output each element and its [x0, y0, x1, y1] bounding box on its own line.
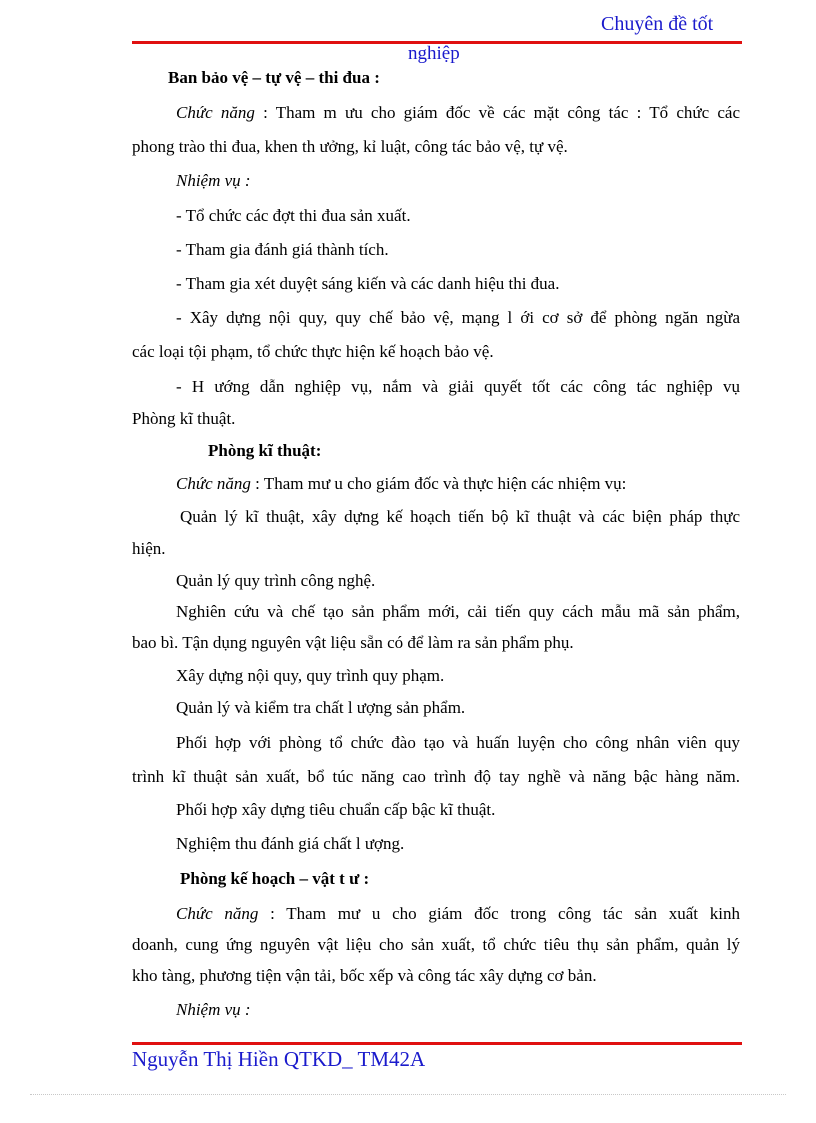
paragraph-line	[176, 473, 626, 495]
paragraph-line	[132, 102, 740, 124]
paragraph-line: Nghiệm thu đánh giá chất l ượng.	[176, 834, 405, 853]
paragraph-line: Phòng kĩ thuật.	[132, 409, 236, 428]
text-run: : Tham mư u cho giám đốc và thực hiện các nhiệm vụ:	[250, 474, 627, 493]
text-run: : Tham mư u cho giám đốc trong công tác sản xuất kinh	[258, 904, 740, 923]
task-label: Nhiệm vụ :	[176, 171, 251, 190]
paragraph-line: kho tàng, phương tiện vận tải, bốc xếp và công tác xây dựng cơ bản.	[132, 966, 597, 985]
list-item: - Tham gia đánh giá thành tích.	[176, 240, 389, 259]
section-heading-security: Ban bảo vệ – tự vệ – thi đua :	[168, 68, 380, 87]
list-item: - Tham gia xét duyệt sáng kiến và các danh hiệu thi đua.	[176, 274, 560, 293]
function-label: Chức năng	[176, 474, 251, 493]
text-run: : Tham m ưu cho giám đốc về các mặt công tác : Tổ chức các	[254, 103, 741, 122]
paragraph-line: Quản lý và kiểm tra chất l ượng sản phẩm.	[176, 698, 466, 717]
header-title: Chuyên đề tốt	[601, 13, 714, 35]
footer-author: Nguyễn Thị Hiền QTKD_ TM42A	[132, 1047, 426, 1071]
paragraph-line: Nghiên cứu và chế tạo sản phẩm mới, cải tiến quy cách mẫu mã sản phẩm,	[176, 602, 740, 621]
paragraph-line: Phối hợp với phòng tổ chức đào tạo và huấn luyện cho công nhân viên quy	[176, 733, 740, 752]
header-title-continuation: nghiệp	[408, 43, 460, 64]
function-label: Chức năng	[176, 904, 259, 923]
paragraph-line: bao bì. Tận dụng nguyên vật liệu sẵn có để làm ra sản phẩm phụ.	[132, 633, 574, 652]
list-item: - Tổ chức các đợt thi đua sản xuất.	[176, 206, 411, 225]
list-item: - H ướng dẫn nghiệp vụ, nắm và giải quyết tốt các công tác nghiệp vụ	[176, 377, 740, 396]
paragraph-line: các loại tội phạm, tổ chức thực hiện kế hoạch bảo vệ.	[132, 342, 494, 361]
footer-rule	[132, 1042, 742, 1045]
section-heading-planning: Phòng kế hoạch – vật t ư :	[180, 869, 370, 888]
paragraph-line: hiện.	[132, 539, 166, 558]
paragraph-line: phong trào thi đua, khen th ưởng, kỉ luật, công tác bảo vệ, tự vệ.	[132, 137, 568, 156]
section-heading-technical: Phòng kĩ thuật:	[208, 441, 322, 460]
paragraph-line: Quản lý kĩ thuật, xây dựng kế hoạch tiến bộ kĩ thuật và các biện pháp thực	[180, 507, 740, 526]
paragraph-line: Xây dựng nội quy, quy trình quy phạm.	[176, 666, 445, 685]
task-label: Nhiệm vụ :	[176, 1000, 251, 1019]
paragraph-line	[132, 903, 740, 925]
paragraph-line: Phối hợp xây dựng tiêu chuẩn cấp bậc kĩ thuật.	[176, 800, 496, 819]
paragraph-line: Quản lý quy trình công nghệ.	[176, 571, 376, 590]
function-label: Chức năng	[176, 103, 255, 122]
paragraph-line: trình kĩ thuật sản xuất, bổ túc năng cao trình độ tay nghề và năng bậc hàng năm.	[132, 767, 740, 786]
page-bottom-divider	[30, 1094, 786, 1095]
paragraph-line: doanh, cung ứng nguyên vật liệu cho sản xuất, tổ chức tiêu thụ sản phẩm, quản lý	[132, 935, 740, 954]
list-item: - Xây dựng nội quy, quy chế bảo vệ, mạng l ới cơ sở để phòng ngăn ngừa	[176, 308, 740, 327]
